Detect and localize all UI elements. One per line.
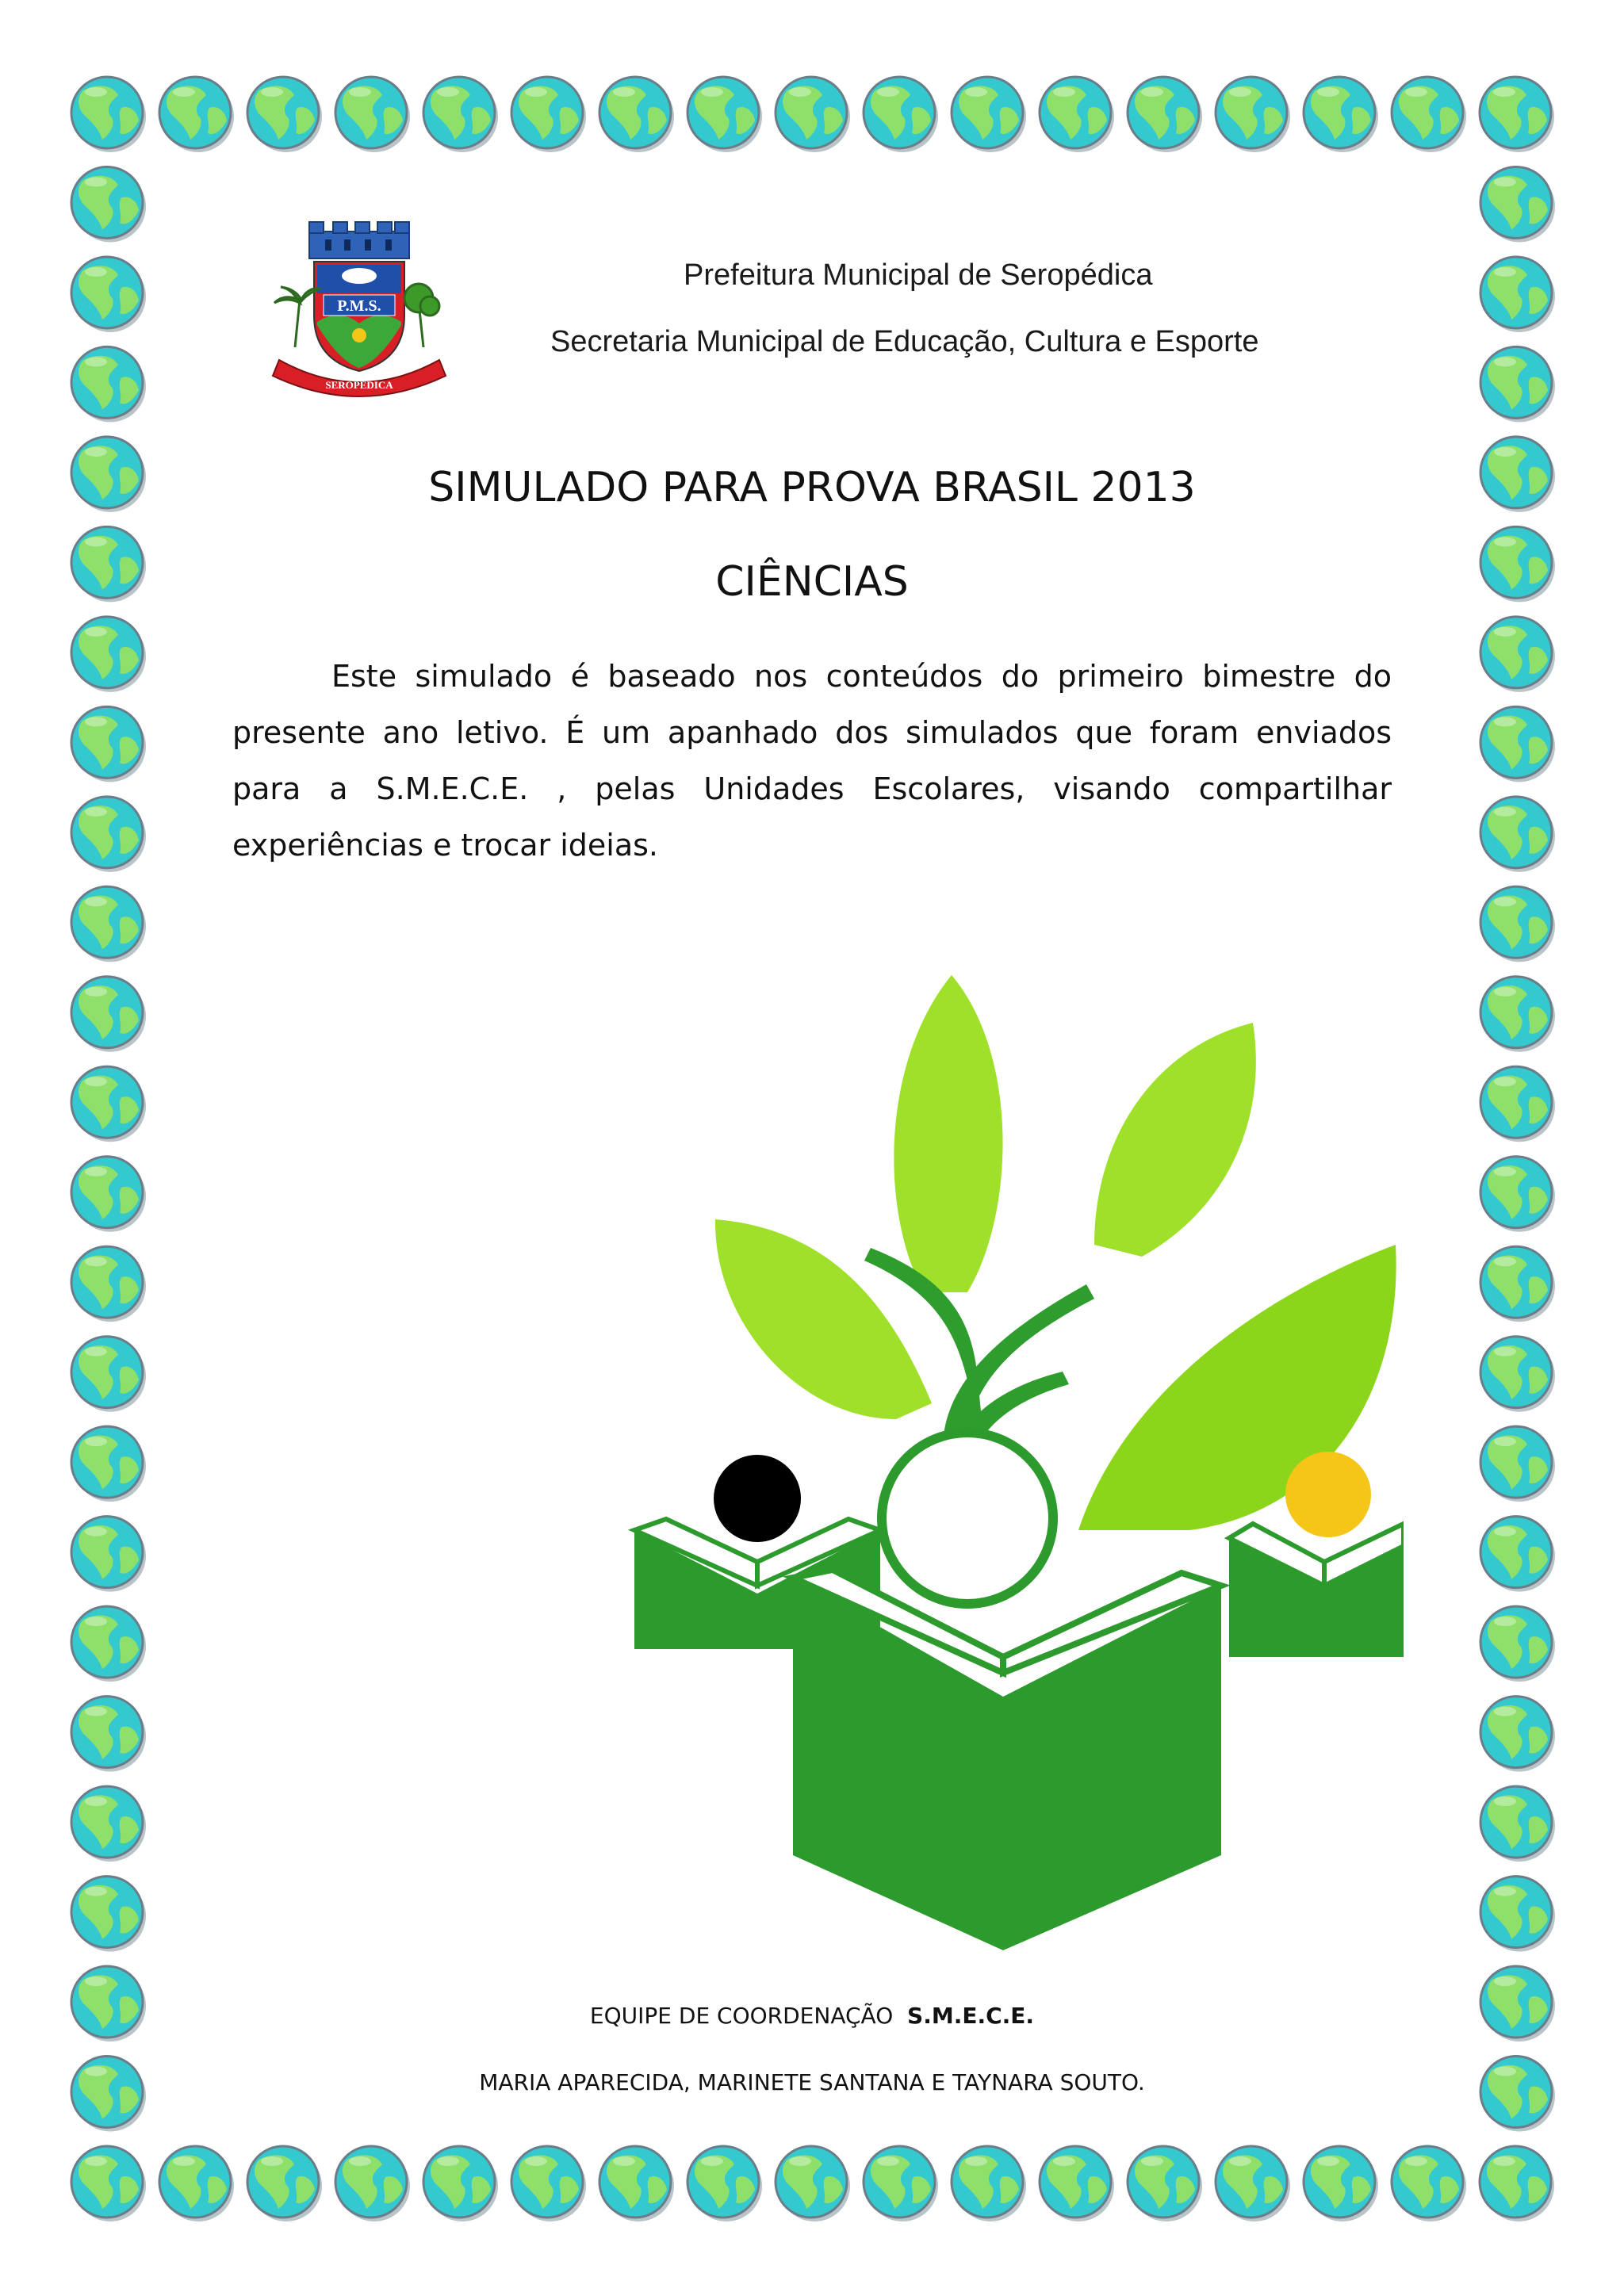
globe-icon xyxy=(1480,886,1555,962)
globe-icon xyxy=(335,77,410,152)
globe-icon xyxy=(1128,77,1202,152)
globe-icon xyxy=(71,166,146,242)
globe-icon xyxy=(71,797,146,872)
globe-icon xyxy=(511,77,586,152)
globe-icon xyxy=(1480,77,1554,152)
book-right xyxy=(1229,1524,1404,1657)
globe-icon xyxy=(1216,77,1290,152)
head-left xyxy=(714,1455,801,1542)
book-center xyxy=(793,1570,1221,1950)
globe-icon xyxy=(1216,2146,1290,2221)
leaf-top xyxy=(894,975,1002,1292)
globe-icon xyxy=(688,2146,762,2221)
globe-icon xyxy=(1480,1337,1555,1412)
globe-icon xyxy=(1480,346,1555,422)
globe-icon xyxy=(247,77,322,152)
globe-icon xyxy=(1480,1606,1555,1682)
globe-icon xyxy=(688,77,762,152)
secretariat-name: Secretaria Municipal de Educação, Cultura e Esporte xyxy=(550,325,1259,358)
team-org: S.M.E.C.E. xyxy=(907,2003,1035,2029)
globe-icon xyxy=(776,2146,850,2221)
globe-icon xyxy=(71,617,146,692)
coordination-team xyxy=(0,2003,1624,2029)
globe-icon xyxy=(71,1337,146,1412)
globe-icon xyxy=(159,2146,234,2221)
globe-icon xyxy=(1480,1246,1555,1322)
globe-icon xyxy=(71,77,146,152)
globe-icon xyxy=(1480,166,1555,242)
globe-icon xyxy=(1040,2146,1114,2221)
globe-icon xyxy=(952,2146,1026,2221)
municipality-name: Prefeitura Municipal de Seropédica xyxy=(684,258,1153,292)
globe-icon xyxy=(71,886,146,962)
crest-ribbon-text: SEROPÉDICA xyxy=(325,379,393,391)
globe-icon xyxy=(247,2146,322,2221)
globe-icon xyxy=(1480,1426,1555,1502)
globe-icon xyxy=(1040,77,1114,152)
globe-icon xyxy=(1480,1786,1555,1862)
globe-icon xyxy=(71,2146,146,2221)
globe-icon xyxy=(776,77,850,152)
globe-icon xyxy=(864,2146,938,2221)
globe-icon xyxy=(1392,77,1466,152)
head-right xyxy=(1285,1452,1371,1537)
globe-icon xyxy=(599,2146,674,2221)
globe-icon xyxy=(1304,2146,1378,2221)
leaf-upper-right xyxy=(1094,1023,1256,1257)
globe-icon xyxy=(1480,1877,1555,1952)
globe-icon xyxy=(1480,977,1555,1052)
globe-icon xyxy=(1128,2146,1202,2221)
head-center xyxy=(882,1433,1053,1604)
team-label: EQUIPE DE COORDENAÇÃO xyxy=(589,2003,894,2029)
crest-label: P.M.S. xyxy=(337,297,381,315)
globe-icon xyxy=(71,346,146,422)
globe-icon xyxy=(71,1606,146,1682)
globe-icon xyxy=(71,1517,146,1592)
globe-icon xyxy=(71,1786,146,1862)
globe-icon xyxy=(599,77,674,152)
globe-icon xyxy=(71,1157,146,1232)
intro-paragraph: Este simulado é baseado nos conteúdos do primeiro bimestre do presente ano letivo. É um apanhado dos simulados que foram enviados para a S.M.E.C.E. , pelas Unidades Escolares, visando compartilhar experiências e trocar ideias. xyxy=(232,659,1392,863)
globe-icon xyxy=(423,2146,498,2221)
globe-icon xyxy=(71,1697,146,1772)
team-members: MARIA APARECIDA, MARINETE SANTANA E TAYNARA SOUTO. xyxy=(479,2069,1145,2095)
globe-icon xyxy=(1304,77,1378,152)
globe-icon xyxy=(71,257,146,332)
globe-icon xyxy=(1480,1697,1555,1772)
globe-icon xyxy=(1480,617,1555,692)
plant-growing-from-books-icon xyxy=(619,959,1404,1950)
globe-icon xyxy=(1392,2146,1466,2221)
globe-icon xyxy=(511,2146,586,2221)
subject-title: CIÊNCIAS xyxy=(715,558,909,606)
globe-icon xyxy=(159,77,234,152)
globe-icon xyxy=(71,1877,146,1952)
globe-icon xyxy=(423,77,498,152)
globe-icon xyxy=(1480,2146,1554,2221)
globe-icon xyxy=(1480,1066,1555,1142)
globe-icon xyxy=(71,706,146,782)
leaf-left xyxy=(715,1219,932,1419)
municipal-crest-icon xyxy=(268,220,450,399)
globe-icon xyxy=(71,977,146,1052)
globe-icon xyxy=(335,2146,410,2221)
globe-icon xyxy=(1480,797,1555,872)
globe-icon xyxy=(864,77,938,152)
globe-icon xyxy=(1480,1157,1555,1232)
globe-icon xyxy=(71,1426,146,1502)
globe-icon xyxy=(1480,1517,1555,1592)
globe-icon xyxy=(71,1066,146,1142)
globe-icon xyxy=(1480,706,1555,782)
globe-icon xyxy=(71,1246,146,1322)
document-title: SIMULADO PARA PROVA BRASIL 2013 xyxy=(428,464,1196,511)
globe-icon xyxy=(1480,257,1555,332)
globe-icon xyxy=(952,77,1026,152)
